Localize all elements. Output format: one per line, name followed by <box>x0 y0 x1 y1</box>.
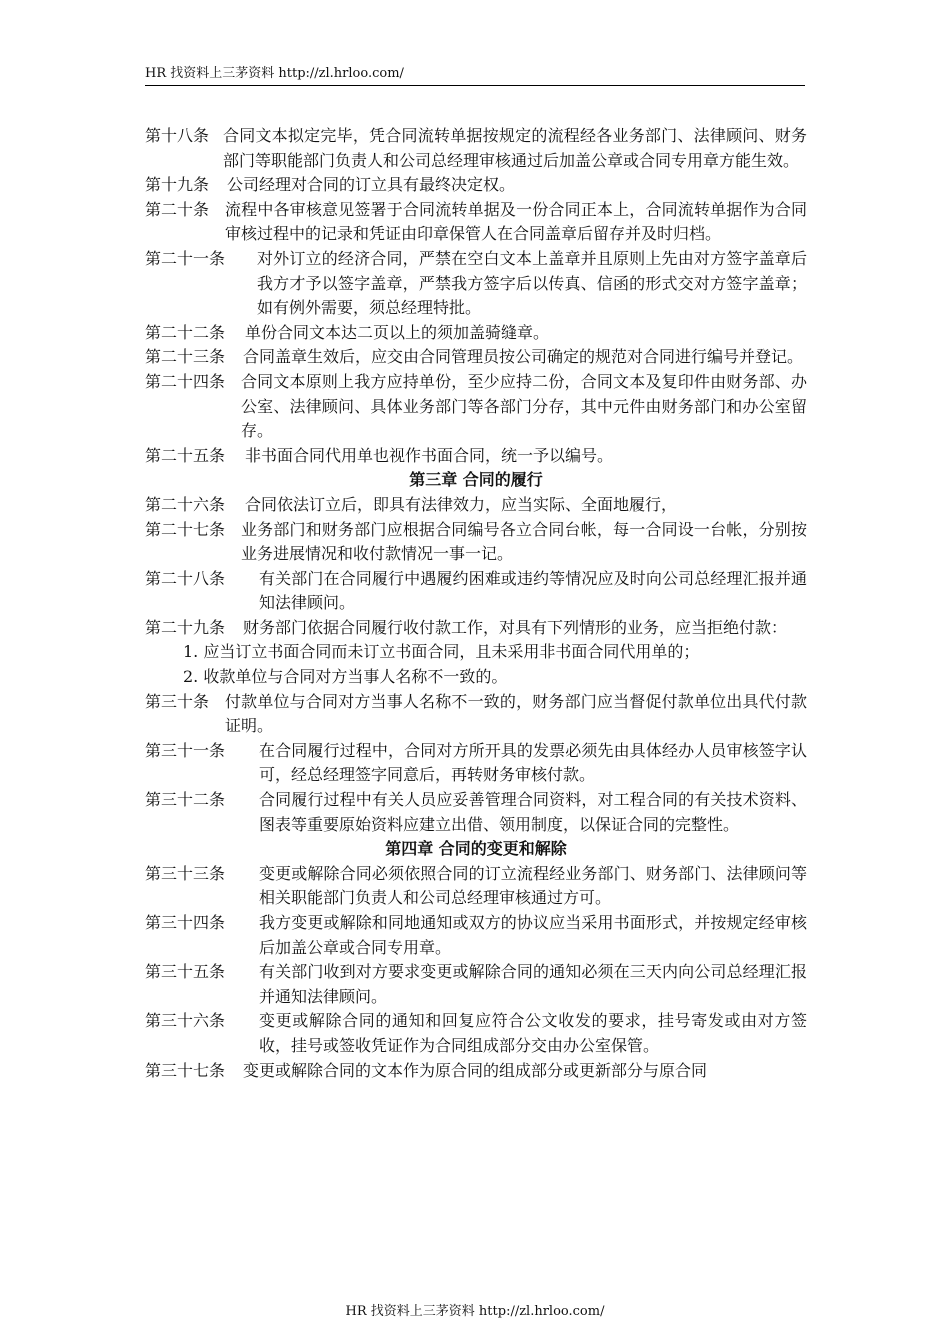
article-text: 有关部门收到对方要求变更或解除合同的通知必须在三天内向公司总经理汇报并通知法律顾问。 <box>259 962 807 1006</box>
article-label: 第三十五条 <box>145 962 226 982</box>
article-label: 第三十一条 <box>145 740 226 760</box>
article-text: 有关部门在合同履行中遇履约困难或违约等情况应及时向公司总经理汇报并通知法律顾问。 <box>259 568 807 613</box>
article-label: 第二十二条 <box>145 322 226 342</box>
chapter-4-heading: 第四章 合同的变更和解除 <box>385 839 567 859</box>
article-text: 合同文本原则上我方应持单份，至少应持二份，合同文本及复印件由财务部、办公室、法律顾问、具体业务部门等各部门分存，其中元件由财务部门和办公室留存。 <box>241 371 807 441</box>
article-text: 合同履行过程中有关人员应妥善管理合同资料，对工程合同的有关技术资料、图表等重要原始资料应建立出借、领用制度，以保证合同的完整性。 <box>259 790 807 834</box>
article-20 <box>145 198 807 247</box>
article-text: 变更或解除合同的通知和回复应符合公文收发的要求，挂号寄发或由对方签收，挂号或签收凭证作为合同组成部分交由办公室保管。 <box>259 1011 807 1055</box>
article-text: 非书面合同代用单也视作书面合同，统一予以编号。 <box>245 445 614 465</box>
article-19 <box>145 173 807 198</box>
article-text: 我方变更或解除和同地通知或双方的协议应当采用书面形式，并按规定经审核后加盖公章或合同专用章。 <box>259 913 807 957</box>
article-text: 在合同履行过程中，合同对方所开具的发票必须先由具体经办人员审核签字认可，经总经理签字同意后，再转财务审核付款。 <box>259 740 807 785</box>
article-31 <box>145 739 807 788</box>
article-32 <box>145 788 807 837</box>
article-text: 合同依法订立后，即具有法律效力，应当实际、全面地履行， <box>245 494 678 514</box>
article-label: 第二十九条 <box>145 617 226 637</box>
article-23 <box>145 345 807 370</box>
article-text: 公司经理对合同的订立具有最终决定权。 <box>227 175 516 195</box>
article-label: 第二十条 <box>145 199 210 219</box>
article-28 <box>145 567 807 616</box>
article-text: 付款单位与合同对方当事人名称不一致的，财务部门应当督促付款单位出具代付款证明。 <box>225 691 807 736</box>
article-label: 第三十六条 <box>145 1011 226 1031</box>
article-text: 变更或解除合同必须依照合同的订立流程经业务部门、财务部门、法律顾问等相关职能部门负责人和公司总经理审核通过方可。 <box>259 863 807 908</box>
article-35 <box>145 960 807 1009</box>
document-body <box>145 124 807 1083</box>
article-label: 第二十七条 <box>145 519 226 539</box>
article-30 <box>145 690 807 739</box>
chapter-3-heading: 第三章 合同的履行 <box>409 470 543 490</box>
article-36 <box>145 1009 807 1058</box>
article-label: 第三十四条 <box>145 913 226 932</box>
article-text: 业务部门和财务部门应根据合同编号各立合同台帐，每一合同设一台帐，分别按业务进展情况和收付款情况一事一记。 <box>241 519 807 564</box>
article-label: 第二十一条 <box>145 248 226 268</box>
article-label: 第三十三条 <box>145 863 226 883</box>
article-label: 第三十二条 <box>145 790 226 810</box>
article-label: 第三十条 <box>145 691 210 711</box>
article-22 <box>145 321 807 346</box>
article-text: 财务部门依据合同履行收付款工作，对具有下列情形的业务，应当拒绝付款： <box>243 617 788 637</box>
article-text: 合同盖章生效后，应交由合同管理员按公司确定的规范对合同进行编号并登记。 <box>243 347 804 367</box>
article-27 <box>145 518 807 567</box>
article-26 <box>145 493 807 518</box>
article-text: 流程中各审核意见签署于合同流转单据及一份合同正本上，合同流转单据作为合同审核过程中的记录和凭证由印章保管人在合同盖章后留存并及时归档。 <box>225 199 807 244</box>
article-24 <box>145 370 807 444</box>
list-item: 1. 应当订立书面合同而未订立书面合同，且未采用非书面合同代用单的； <box>183 642 700 662</box>
article-text: 对外订立的经济合同，严禁在空白文本上盖章并且原则上先由对方签字盖章后我方才予以签字盖章，严禁我方签字后以传真、信函的形式交对方签字盖章；如有例外需要，须总经理特批。 <box>257 248 807 318</box>
article-37 <box>145 1059 807 1084</box>
article-29 <box>145 616 807 641</box>
page-header: HR 找资料上三茅资料 http://zl.hrloo.com/ <box>145 66 805 86</box>
article-25 <box>145 444 807 469</box>
article-18 <box>145 124 807 173</box>
article-label: 第三十七条 <box>145 1060 226 1080</box>
article-label: 第二十四条 <box>145 371 226 391</box>
article-34 <box>145 911 807 960</box>
article-label: 第二十三条 <box>145 347 226 367</box>
article-label: 第十九条 <box>145 175 210 195</box>
page-footer: HR 找资料上三茅资料 http://zl.hrloo.com/ <box>345 1304 605 1319</box>
article-33 <box>145 862 807 911</box>
list-item: 2. 收款单位与合同对方当事人名称不一致的。 <box>183 667 508 687</box>
article-text: 单份合同文本达二页以上的须加盖骑缝章。 <box>245 322 550 342</box>
article-text: 变更或解除合同的文本作为原合同的组成部分或更新部分与原合同 <box>243 1060 708 1080</box>
article-label: 第十八条 <box>145 126 210 145</box>
article-label: 第二十八条 <box>145 568 226 588</box>
article-label: 第二十六条 <box>145 494 226 514</box>
article-text: 合同文本拟定完毕，凭合同流转单据按规定的流程经各业务部门、法律顾问、财务部门等职能部门负责人和公司总经理审核通过后加盖公章或合同专用章方能生效。 <box>223 126 807 170</box>
article-label: 第二十五条 <box>145 445 226 465</box>
article-21 <box>145 247 807 321</box>
